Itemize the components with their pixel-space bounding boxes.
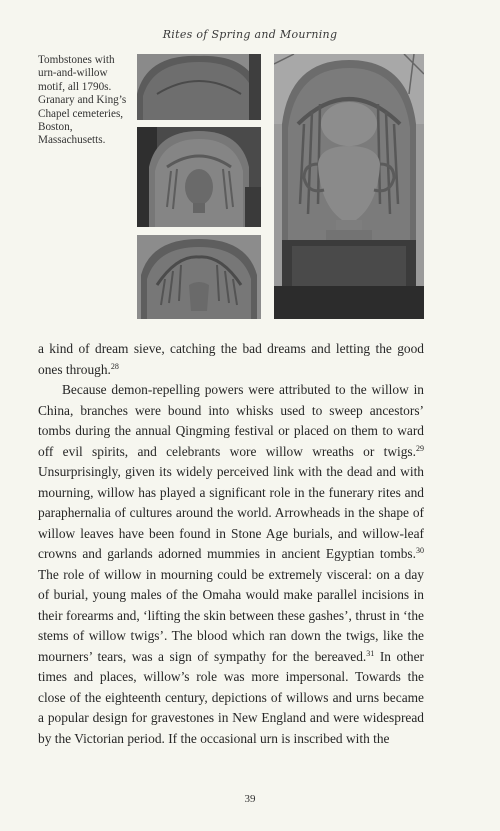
paragraph-2 [38, 380, 424, 749]
note-ref-28: 28 [110, 361, 119, 371]
note-ref-29: 29 [416, 443, 424, 453]
paragraph-2-text-2: Unsurprisingly, given its widely perceived link with the dead and with mourning, willow has played a significant role in the funerary rites and paraphernalia of cultures around the world. Arrowheads in the shape of willow leaves have been found in Stone Age burials, and willow-leaf crowns and garlands adorned mummies in ancient Egyptian tombs. [38, 464, 424, 561]
paragraph-2-text-4: In other times and places, willow’s role was more impersonal. Towards the close of the eighteenth century, depictions of willows and urns became a popular design for gravestones in New England and were widespread by the Victorian period. If the occasional urn is inscribed with the [38, 648, 425, 746]
page-number: 39 [244, 793, 256, 805]
paragraph-2-text-1: Because demon-repelling powers were attributed to the willow in China, branches were bound into whisks used to sweep ancestors’ tombs during the annual Qingming festival or placed on them to ward off evil spirits, and celebrants wore willow wreaths or twigs. [38, 382, 424, 459]
note-ref-30: 30 [416, 546, 424, 555]
paragraph-2-text-3: The role of willow in mourning could be extremely visceral: on a day of burial, young males of the Omaha would make parallel incisions in their forearms and, ‘lifting the skin between these gashes’, thrust in ‘the stems of willow twigs’. The blood which ran down the twigs, like the mourners’ tears, was a sign of sympathy for the bereaved. [38, 566, 424, 664]
tombstone-photo-4 [274, 54, 424, 319]
tombstone-photo-2 [137, 127, 261, 227]
tombstone-photo-1 [137, 54, 261, 120]
paragraph-1 [38, 339, 424, 380]
tombstone-photo-3 [137, 235, 261, 319]
body-text [38, 339, 424, 749]
paragraph-1-text: a kind of dream sieve, catching the bad dreams and letting the good ones through. [38, 341, 424, 377]
note-ref-31: 31 [366, 648, 375, 658]
running-head: Rites of Spring and Mourning [162, 28, 338, 41]
figure-caption: Tombstones with urn-and-willow motif, all 1790s. Granary and King’s Chapel cemeteries, Boston, Massachusetts. [38, 54, 127, 147]
